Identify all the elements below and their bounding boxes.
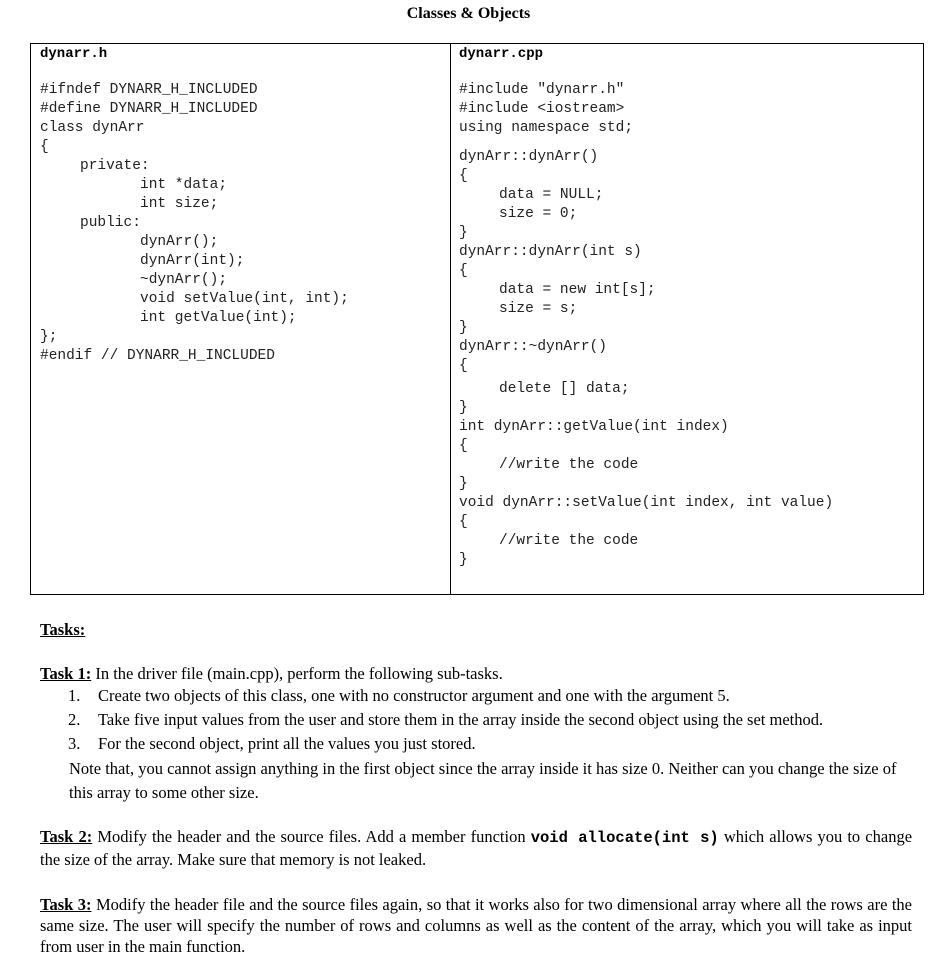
code-line: int dynArr::getValue(int index) [459,419,729,435]
code-line: //write the code [499,457,639,473]
code-line: #include "dynarr.h" [459,82,625,98]
code-line: private: [80,158,150,174]
list-item-number: 2. [68,710,81,729]
code-line: }; [40,329,58,345]
tasks-section [40,620,913,956]
code-line: { [459,263,468,279]
list-item [68,684,912,708]
code-line: { [40,139,49,155]
task3-title: Task 3: [40,895,92,914]
task1-subtask-list [68,684,912,756]
header-file-name: dynarr.h [40,46,108,62]
list-item-text: For the second object, print all the values you just stored. [98,734,476,753]
source-file-column [459,44,923,594]
list-item-number: 3. [68,734,81,753]
source-file-code [459,81,833,570]
list-item [68,708,912,732]
task2-text-after: which allows you to change the size of the array. Make sure that memory is not leaked. [40,827,913,869]
task2-title: Task 2: [40,827,93,846]
code-line: } [459,320,468,336]
code-line: } [459,400,468,416]
list-item [68,732,912,756]
tasks-heading: Tasks: [40,620,86,639]
code-line: #include <iostream> [459,101,625,117]
task1-intro [40,664,503,684]
code-line: int getValue(int); [140,310,297,326]
list-item-text: Take five input values from the user and store them in the array inside the second object using the set method. [98,710,824,729]
task2-inline-code: void allocate(int s) [530,829,719,847]
task1-note: Note that, you cannot assign anything in the first object since the array inside it has size 0. Neither can you change the size of this array to some other size. [69,759,897,802]
code-line: int size; [140,196,219,212]
code-line: dynArr::~dynArr() [459,339,607,355]
code-line: data = new int[s]; [499,282,656,298]
code-table [30,43,924,595]
task2-text-before: Modify the header and the source files. Add a member function [97,827,526,846]
code-line: size = s; [499,301,578,317]
task3-paragraph [40,894,912,957]
code-line: class dynArr [40,120,145,136]
code-line: dynArr::dynArr() [459,149,599,165]
code-line: ~dynArr(); [140,272,228,288]
page-title: Classes & Objects [406,5,531,22]
code-line: int *data; [140,177,228,193]
code-line: #endif // DYNARR_H_INCLUDED [40,348,275,364]
code-line: void setValue(int, int); [140,291,349,307]
header-file-column [40,44,447,594]
code-line: data = NULL; [499,187,604,203]
task2-paragraph [40,826,912,870]
source-file-name: dynarr.cpp [459,46,544,62]
code-line: { [459,358,468,374]
header-file-code [40,81,349,366]
code-line: } [459,552,468,568]
code-line: #ifndef DYNARR_H_INCLUDED [40,82,258,98]
code-line: { [459,168,468,184]
code-line: size = 0; [499,206,578,222]
code-line: dynArr::dynArr(int s) [459,244,642,260]
code-line: delete [] data; [499,381,630,397]
code-line: //write the code [499,533,639,549]
code-line: { [459,438,468,454]
column-divider [450,44,451,594]
code-line: #define DYNARR_H_INCLUDED [40,101,258,117]
task1-intro-text: In the driver file (main.cpp), perform the following sub-tasks. [95,664,503,683]
code-line: using namespace std; [459,120,634,136]
task3-text: Modify the header file and the source files again, so that it works also for two dimensional array where all the rows are the same size. The user will specify the number of rows and columns as well as the content of the array, which you will take as input from user in the main function. [40,895,913,956]
list-item-number: 1. [68,686,81,705]
code-line: } [459,225,468,241]
code-line: } [459,476,468,492]
code-line: dynArr(int); [140,253,245,269]
code-line: { [459,514,468,530]
list-item-text: Create two objects of this class, one with no constructor argument and one with the argument 5. [98,686,730,705]
code-line: public: [80,215,141,231]
task1-title: Task 1: [40,664,92,683]
code-line: void dynArr::setValue(int index, int value) [459,495,834,511]
code-line: dynArr(); [140,234,219,250]
